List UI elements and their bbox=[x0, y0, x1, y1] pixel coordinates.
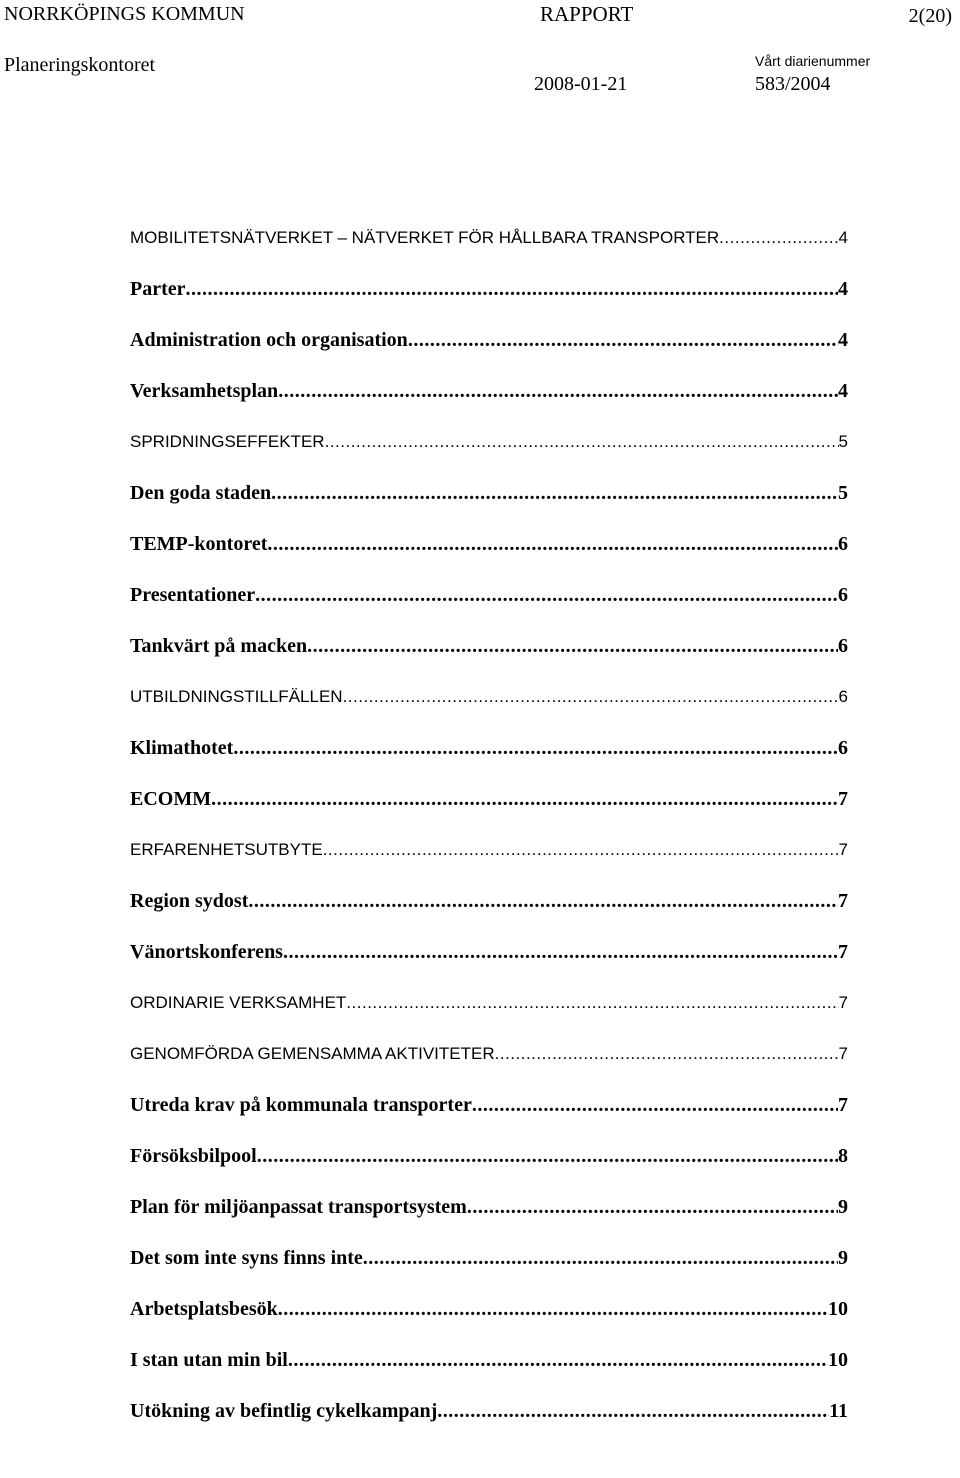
dot-leader bbox=[343, 681, 839, 713]
dot-leader bbox=[271, 477, 838, 509]
toc-entry[interactable] bbox=[130, 273, 848, 324]
dot-leader bbox=[325, 426, 839, 458]
diarienummer-value: 583/2004 bbox=[755, 73, 831, 95]
toc-entry[interactable] bbox=[130, 426, 848, 477]
toc-entry-title: Parter bbox=[130, 278, 186, 300]
toc-entry-title: Den goda staden bbox=[130, 482, 272, 504]
dot-leader bbox=[363, 1242, 838, 1274]
toc-entry-page: 4 bbox=[838, 228, 848, 247]
toc-entry-title: Tankvärt på macken bbox=[130, 635, 308, 657]
toc-entry-page: 6 bbox=[838, 635, 848, 657]
toc-entry[interactable] bbox=[130, 477, 848, 528]
table-of-contents bbox=[130, 222, 848, 1446]
toc-entry-title: ECOMM bbox=[130, 788, 212, 810]
toc-entry-title: Arbetsplatsbesök bbox=[130, 1298, 278, 1320]
toc-entry-page: 10 bbox=[828, 1298, 848, 1320]
dot-leader bbox=[495, 1038, 839, 1070]
toc-entry-title: GENOMFÖRDA GEMENSAMMA AKTIVITETER bbox=[130, 1044, 495, 1063]
diarienummer-label: Vårt diarienummer bbox=[755, 53, 871, 69]
toc-entry-title: TEMP-kontoret bbox=[130, 533, 268, 555]
dot-leader bbox=[288, 1344, 828, 1376]
toc-entry[interactable] bbox=[130, 885, 848, 936]
toc-entry[interactable] bbox=[130, 579, 848, 630]
toc-entry[interactable] bbox=[130, 834, 848, 885]
toc-entry-title: UTBILDNINGSTILLFÄLLEN bbox=[130, 687, 343, 706]
toc-entry[interactable] bbox=[130, 1395, 848, 1446]
toc-entry[interactable] bbox=[130, 732, 848, 783]
toc-entry-page: 4 bbox=[838, 278, 848, 300]
toc-entry-page: 6 bbox=[838, 584, 848, 606]
toc-entry-page: 7 bbox=[838, 1044, 848, 1063]
toc-entry-page: 6 bbox=[838, 533, 848, 555]
dot-leader bbox=[307, 630, 838, 662]
dot-leader bbox=[233, 732, 838, 764]
toc-entry-title: MOBILITETSNÄTVERKET – NÄTVERKET FÖR HÅLLBARA TRANSPORTER bbox=[130, 228, 720, 247]
toc-entry[interactable] bbox=[130, 681, 848, 732]
toc-entry-page: 5 bbox=[838, 482, 848, 504]
toc-entry[interactable] bbox=[130, 1038, 848, 1089]
toc-entry[interactable] bbox=[130, 528, 848, 579]
toc-entry[interactable] bbox=[130, 936, 848, 987]
toc-entry-page: 7 bbox=[838, 993, 848, 1012]
toc-entry[interactable] bbox=[130, 1140, 848, 1191]
dot-leader bbox=[467, 1191, 838, 1223]
toc-entry-page: 7 bbox=[838, 788, 848, 810]
dot-leader bbox=[186, 273, 838, 305]
toc-entry-title: ORDINARIE VERKSAMHET bbox=[130, 993, 347, 1012]
toc-entry[interactable] bbox=[130, 1242, 848, 1293]
toc-entry-title: Klimathotet bbox=[130, 737, 234, 759]
toc-entry-title: Vänortskonferens bbox=[130, 941, 283, 963]
toc-entry-page: 6 bbox=[838, 687, 848, 706]
toc-entry[interactable] bbox=[130, 630, 848, 681]
toc-entry-page: 8 bbox=[838, 1145, 848, 1167]
toc-entry-page: 9 bbox=[838, 1247, 848, 1269]
department-name: Planeringskontoret bbox=[4, 54, 156, 76]
dot-leader bbox=[248, 885, 838, 917]
toc-entry-page: 4 bbox=[838, 380, 848, 402]
dot-leader bbox=[278, 375, 838, 407]
toc-entry[interactable] bbox=[130, 987, 848, 1038]
dot-leader bbox=[255, 579, 838, 611]
toc-entry-title: SPRIDNINGSEFFEKTER bbox=[130, 432, 325, 451]
toc-entry-page: 9 bbox=[838, 1196, 848, 1218]
organization-name: NORRKÖPINGS KOMMUN bbox=[4, 3, 245, 25]
toc-entry-page: 7 bbox=[838, 840, 848, 859]
toc-entry-title: Försöksbilpool bbox=[130, 1145, 257, 1167]
document-type: RAPPORT bbox=[540, 2, 634, 26]
toc-entry-title: Region sydost bbox=[130, 890, 249, 912]
toc-entry[interactable] bbox=[130, 1293, 848, 1344]
toc-entry-page: 11 bbox=[829, 1400, 848, 1422]
dot-leader bbox=[257, 1140, 838, 1172]
toc-entry-title: Plan för miljöanpassat transportsystem bbox=[130, 1196, 467, 1218]
dot-leader bbox=[408, 324, 838, 356]
toc-entry[interactable] bbox=[130, 375, 848, 426]
dot-leader bbox=[267, 528, 838, 560]
toc-entry-title: Administration och organisation bbox=[130, 329, 408, 351]
dot-leader bbox=[283, 936, 838, 968]
dot-leader bbox=[472, 1089, 838, 1121]
toc-entry[interactable] bbox=[130, 1191, 848, 1242]
dot-leader bbox=[323, 834, 839, 866]
dot-leader bbox=[437, 1395, 829, 1427]
toc-entry-title: I stan utan min bil bbox=[130, 1349, 288, 1371]
toc-entry-page: 10 bbox=[828, 1349, 848, 1371]
toc-entry[interactable] bbox=[130, 1344, 848, 1395]
toc-entry-page: 7 bbox=[838, 890, 848, 912]
toc-entry-title: ERFARENHETSUTBYTE bbox=[130, 840, 323, 859]
dot-leader bbox=[211, 783, 838, 815]
toc-entry[interactable] bbox=[130, 1089, 848, 1140]
toc-entry-page: 6 bbox=[838, 737, 848, 759]
toc-entry-title: Presentationer bbox=[130, 584, 256, 606]
toc-entry[interactable] bbox=[130, 222, 848, 273]
toc-entry[interactable] bbox=[130, 324, 848, 375]
dot-leader bbox=[719, 222, 838, 254]
toc-entry-title: Det som inte syns finns inte bbox=[130, 1247, 363, 1269]
toc-entry-title: Verksamhetsplan bbox=[130, 380, 279, 402]
toc-entry-page: 4 bbox=[838, 329, 848, 351]
dot-leader bbox=[278, 1293, 828, 1325]
toc-entry[interactable] bbox=[130, 783, 848, 834]
dot-leader bbox=[346, 987, 838, 1019]
toc-entry-title: Utökning av befintlig cykelkampanj bbox=[130, 1400, 438, 1422]
toc-entry-page: 7 bbox=[838, 941, 848, 963]
toc-entry-title: Utreda krav på kommunala transporter bbox=[130, 1094, 472, 1116]
page-number: 2(20) bbox=[908, 5, 952, 27]
toc-entry-page: 5 bbox=[838, 432, 848, 451]
document-date: 2008-01-21 bbox=[534, 73, 628, 95]
toc-entry-page: 7 bbox=[838, 1094, 848, 1116]
